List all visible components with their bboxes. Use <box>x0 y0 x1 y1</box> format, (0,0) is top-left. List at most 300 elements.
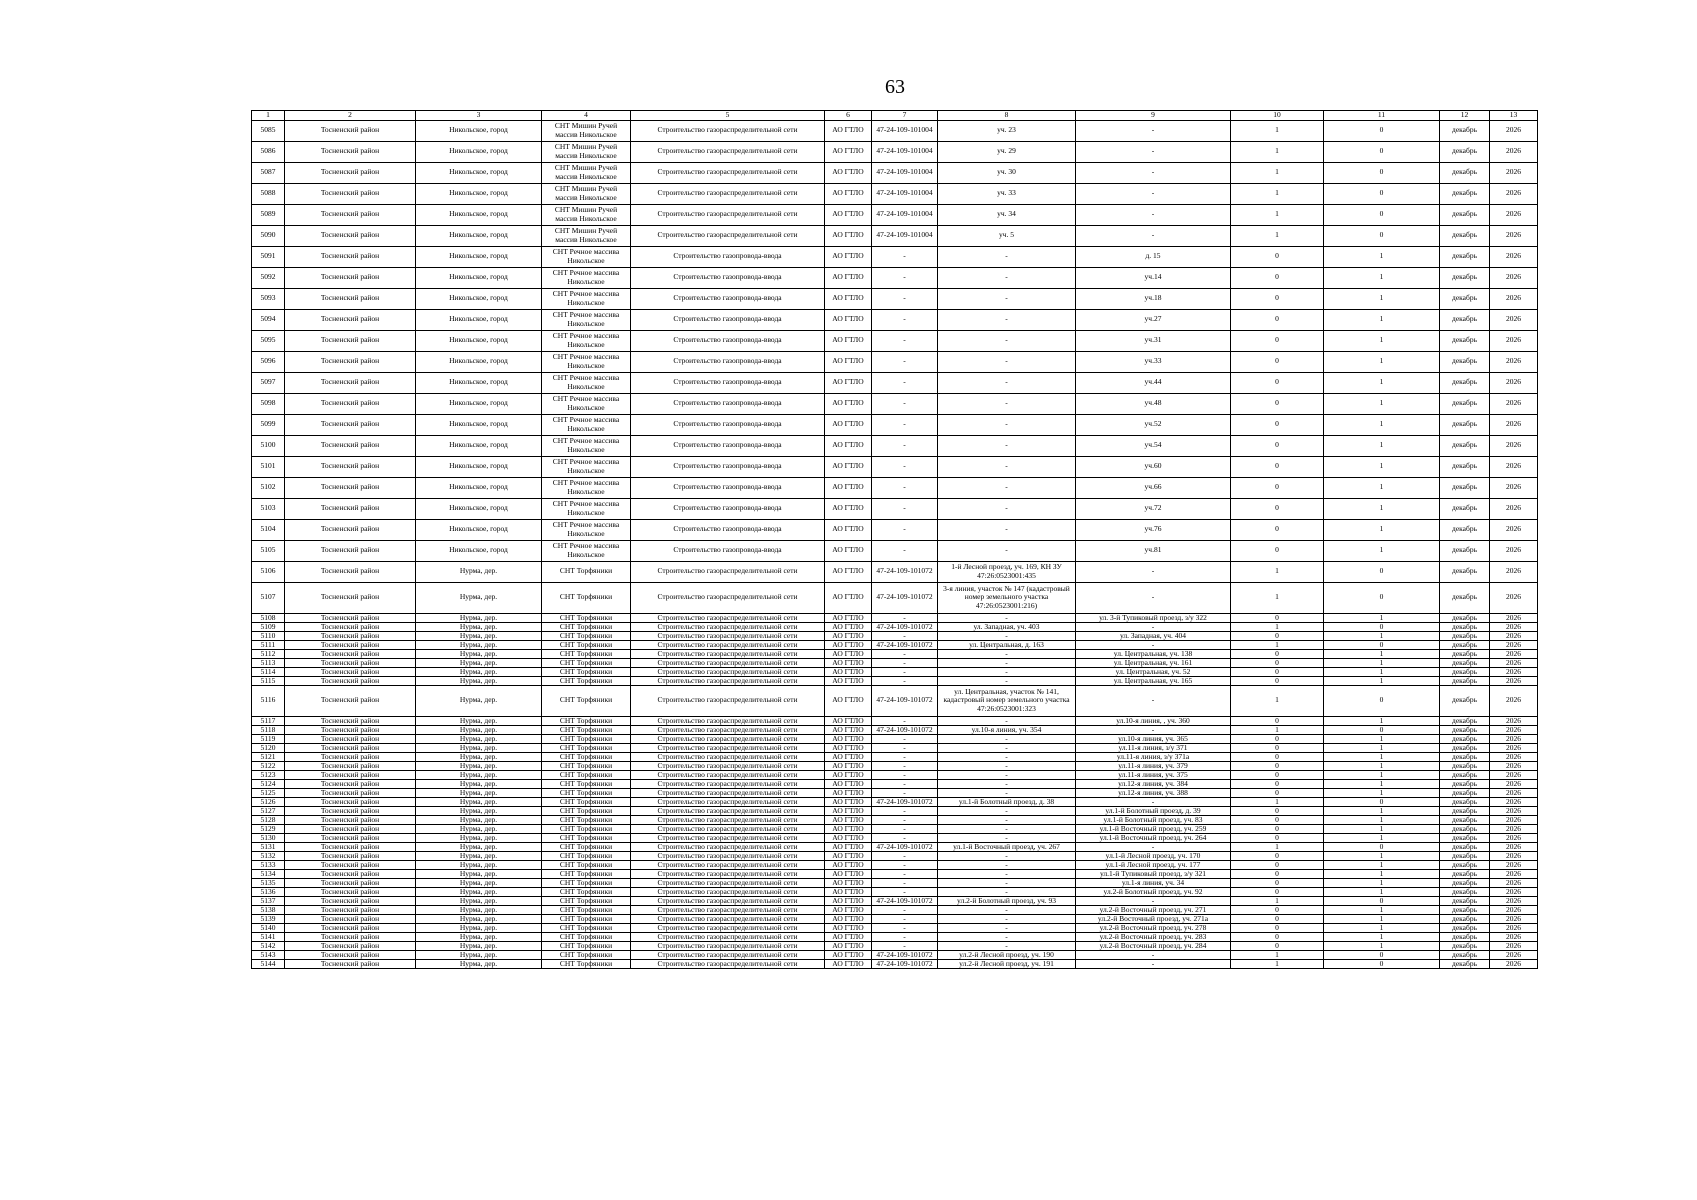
cell-snt: СНТ Речное массива Никольское <box>542 456 631 477</box>
cell-count-a: 1 <box>1231 622 1324 631</box>
cell-work-type: Строительство газораспределительной сети <box>631 833 825 842</box>
cell-company: АО ГТЛО <box>825 120 872 141</box>
cell-work-type: Строительство газопровода-ввода <box>631 519 825 540</box>
cell-snt: СНТ Речное массива Никольское <box>542 351 631 372</box>
cell-month: декабрь <box>1440 640 1490 649</box>
cell-address-a: ул. Центральная, д. 163 <box>938 640 1076 649</box>
cell-company: АО ГТЛО <box>825 734 872 743</box>
cell-address-a: - <box>938 743 1076 752</box>
cell-settlement: Нурма, дер. <box>416 658 542 667</box>
cell-count-b: 1 <box>1324 806 1440 815</box>
cell-address-b: - <box>1076 162 1231 183</box>
cell-count-a: 1 <box>1231 640 1324 649</box>
cell-settlement: Никольское, город <box>416 372 542 393</box>
cell-company: АО ГТЛО <box>825 941 872 950</box>
cell-row-number: 5117 <box>252 716 285 725</box>
cell-work-type: Строительство газораспределительной сети <box>631 887 825 896</box>
cell-code: - <box>872 393 938 414</box>
cell-row-number: 5099 <box>252 414 285 435</box>
cell-settlement: Нурма, дер. <box>416 582 542 613</box>
cell-work-type: Строительство газопровода-ввода <box>631 435 825 456</box>
cell-code: - <box>872 540 938 561</box>
cell-year: 2026 <box>1490 613 1538 622</box>
cell-code: - <box>872 613 938 622</box>
cell-count-b: 0 <box>1324 950 1440 959</box>
cell-work-type: Строительство газораспределительной сети <box>631 770 825 779</box>
cell-year: 2026 <box>1490 860 1538 869</box>
cell-month: декабрь <box>1440 959 1490 968</box>
cell-count-b: 1 <box>1324 869 1440 878</box>
cell-work-type: Строительство газопровода-ввода <box>631 288 825 309</box>
cell-district: Тосненский район <box>285 860 416 869</box>
cell-month: декабрь <box>1440 779 1490 788</box>
cell-count-b: 1 <box>1324 456 1440 477</box>
cell-district: Тосненский район <box>285 477 416 498</box>
cell-company: АО ГТЛО <box>825 833 872 842</box>
cell-code: 47-24-109-101072 <box>872 640 938 649</box>
cell-row-number: 5137 <box>252 896 285 905</box>
cell-code: 47-24-109-101004 <box>872 120 938 141</box>
cell-row-number: 5130 <box>252 833 285 842</box>
cell-row-number: 5142 <box>252 941 285 950</box>
cell-address-b: - <box>1076 725 1231 734</box>
cell-address-a: уч. 30 <box>938 162 1076 183</box>
cell-address-b: уч.14 <box>1076 267 1231 288</box>
cell-district: Тосненский район <box>285 779 416 788</box>
cell-work-type: Строительство газораспределительной сети <box>631 941 825 950</box>
cell-snt: СНТ Речное массива Никольское <box>542 309 631 330</box>
cell-count-a: 0 <box>1231 667 1324 676</box>
cell-work-type: Строительство газопровода-ввода <box>631 393 825 414</box>
table-row <box>252 815 1538 824</box>
cell-work-type: Строительство газораспределительной сети <box>631 162 825 183</box>
cell-work-type: Строительство газораспределительной сети <box>631 923 825 932</box>
cell-address-b: уч.60 <box>1076 456 1231 477</box>
cell-address-b: - <box>1076 183 1231 204</box>
cell-address-b: ул.1-й Восточный проезд, уч. 264 <box>1076 833 1231 842</box>
cell-address-b: ул.1-я линия, уч. 34 <box>1076 878 1231 887</box>
table-row <box>252 725 1538 734</box>
cell-count-b: 1 <box>1324 519 1440 540</box>
cell-row-number: 5131 <box>252 842 285 851</box>
cell-count-b: 1 <box>1324 246 1440 267</box>
cell-code: - <box>872 743 938 752</box>
cell-company: АО ГТЛО <box>825 141 872 162</box>
cell-count-a: 0 <box>1231 330 1324 351</box>
table-row <box>252 162 1538 183</box>
cell-count-a: 1 <box>1231 183 1324 204</box>
cell-code: 47-24-109-101072 <box>872 896 938 905</box>
cell-address-a: - <box>938 923 1076 932</box>
cell-code: - <box>872 734 938 743</box>
cell-year: 2026 <box>1490 519 1538 540</box>
cell-address-a: - <box>938 351 1076 372</box>
cell-work-type: Строительство газораспределительной сети <box>631 676 825 685</box>
cell-count-b: 0 <box>1324 959 1440 968</box>
cell-company: АО ГТЛО <box>825 869 872 878</box>
cell-settlement: Нурма, дер. <box>416 806 542 815</box>
cell-count-a: 1 <box>1231 162 1324 183</box>
table-row <box>252 183 1538 204</box>
cell-row-number: 5138 <box>252 905 285 914</box>
cell-district: Тосненский район <box>285 685 416 716</box>
cell-company: АО ГТЛО <box>825 162 872 183</box>
cell-count-a: 0 <box>1231 456 1324 477</box>
cell-row-number: 5098 <box>252 393 285 414</box>
cell-settlement: Нурма, дер. <box>416 914 542 923</box>
cell-work-type: Строительство газораспределительной сети <box>631 225 825 246</box>
cell-code: - <box>872 309 938 330</box>
cell-company: АО ГТЛО <box>825 649 872 658</box>
cell-company: АО ГТЛО <box>825 761 872 770</box>
cell-address-a: - <box>938 905 1076 914</box>
cell-month: декабрь <box>1440 869 1490 878</box>
cell-work-type: Строительство газораспределительной сети <box>631 649 825 658</box>
cell-code: - <box>872 905 938 914</box>
cell-district: Тосненский район <box>285 959 416 968</box>
cell-address-a: - <box>938 649 1076 658</box>
cell-settlement: Никольское, город <box>416 162 542 183</box>
cell-work-type: Строительство газопровода-ввода <box>631 540 825 561</box>
cell-settlement: Нурма, дер. <box>416 685 542 716</box>
cell-work-type: Строительство газораспределительной сети <box>631 959 825 968</box>
cell-settlement: Никольское, город <box>416 225 542 246</box>
cell-address-a: - <box>938 887 1076 896</box>
cell-company: АО ГТЛО <box>825 896 872 905</box>
cell-address-b: уч.54 <box>1076 435 1231 456</box>
cell-district: Тосненский район <box>285 435 416 456</box>
cell-count-a: 0 <box>1231 869 1324 878</box>
table-row <box>252 540 1538 561</box>
cell-row-number: 5141 <box>252 932 285 941</box>
cell-count-a: 1 <box>1231 725 1324 734</box>
cell-district: Тосненский район <box>285 752 416 761</box>
cell-work-type: Строительство газопровода-ввода <box>631 456 825 477</box>
cell-address-a: - <box>938 498 1076 519</box>
cell-work-type: Строительство газораспределительной сети <box>631 878 825 887</box>
cell-row-number: 5104 <box>252 519 285 540</box>
cell-address-b: уч.66 <box>1076 477 1231 498</box>
table-row <box>252 622 1538 631</box>
cell-month: декабрь <box>1440 761 1490 770</box>
cell-address-b: - <box>1076 950 1231 959</box>
cell-work-type: Строительство газораспределительной сети <box>631 725 825 734</box>
cell-address-b: ул.12-я линия, уч. 388 <box>1076 788 1231 797</box>
cell-address-a: - <box>938 932 1076 941</box>
cell-count-b: 1 <box>1324 667 1440 676</box>
cell-settlement: Нурма, дер. <box>416 716 542 725</box>
cell-company: АО ГТЛО <box>825 561 872 582</box>
table-row <box>252 267 1538 288</box>
cell-year: 2026 <box>1490 743 1538 752</box>
cell-count-b: 1 <box>1324 743 1440 752</box>
cell-snt: СНТ Торфяники <box>542 561 631 582</box>
cell-code: - <box>872 456 938 477</box>
cell-settlement: Нурма, дер. <box>416 851 542 860</box>
cell-address-b: ул.11-я линия, уч. 379 <box>1076 761 1231 770</box>
cell-district: Тосненский район <box>285 716 416 725</box>
table-row <box>252 824 1538 833</box>
cell-address-b: ул. Центральная, уч. 138 <box>1076 649 1231 658</box>
cell-code: - <box>872 435 938 456</box>
cell-address-b: - <box>1076 204 1231 225</box>
cell-address-a: ул.2-й Лесной проезд, уч. 190 <box>938 950 1076 959</box>
cell-address-b: ул.2-й Болотный проезд, уч. 92 <box>1076 887 1231 896</box>
cell-settlement: Нурма, дер. <box>416 878 542 887</box>
table-row <box>252 477 1538 498</box>
cell-snt: СНТ Торфяники <box>542 761 631 770</box>
cell-address-a: ул. Центральная, участок № 141, кадастровый номер земельного участка 47:26:0523001:323 <box>938 685 1076 716</box>
cell-code: 47-24-109-101072 <box>872 797 938 806</box>
cell-code: 47-24-109-101072 <box>872 561 938 582</box>
header-cell: 5 <box>631 111 825 121</box>
cell-company: АО ГТЛО <box>825 788 872 797</box>
cell-district: Тосненский район <box>285 613 416 622</box>
cell-year: 2026 <box>1490 204 1538 225</box>
table-row <box>252 734 1538 743</box>
cell-year: 2026 <box>1490 806 1538 815</box>
cell-count-b: 0 <box>1324 561 1440 582</box>
cell-year: 2026 <box>1490 309 1538 330</box>
cell-snt: СНТ Торфяники <box>542 734 631 743</box>
cell-work-type: Строительство газопровода-ввода <box>631 477 825 498</box>
cell-district: Тосненский район <box>285 914 416 923</box>
cell-count-a: 0 <box>1231 806 1324 815</box>
cell-month: декабрь <box>1440 372 1490 393</box>
cell-address-b: ул. 3-й Тупиковый проезд, з/у 322 <box>1076 613 1231 622</box>
cell-count-a: 1 <box>1231 896 1324 905</box>
cell-count-a: 1 <box>1231 797 1324 806</box>
table-row <box>252 141 1538 162</box>
cell-year: 2026 <box>1490 477 1538 498</box>
cell-settlement: Никольское, город <box>416 498 542 519</box>
page-number: 63 <box>885 76 905 98</box>
cell-month: декабрь <box>1440 734 1490 743</box>
cell-code: 47-24-109-101004 <box>872 162 938 183</box>
cell-settlement: Нурма, дер. <box>416 752 542 761</box>
cell-settlement: Нурма, дер. <box>416 743 542 752</box>
cell-code: - <box>872 519 938 540</box>
cell-settlement: Никольское, город <box>416 204 542 225</box>
cell-company: АО ГТЛО <box>825 806 872 815</box>
table-row <box>252 779 1538 788</box>
cell-count-b: 1 <box>1324 477 1440 498</box>
cell-row-number: 5093 <box>252 288 285 309</box>
cell-address-a: - <box>938 824 1076 833</box>
cell-company: АО ГТЛО <box>825 225 872 246</box>
cell-month: декабрь <box>1440 788 1490 797</box>
cell-work-type: Строительство газораспределительной сети <box>631 752 825 761</box>
cell-snt: СНТ Торфяники <box>542 631 631 640</box>
cell-code: 47-24-109-101072 <box>872 950 938 959</box>
cell-district: Тосненский район <box>285 561 416 582</box>
header-cell: 1 <box>252 111 285 121</box>
cell-count-b: 0 <box>1324 225 1440 246</box>
cell-work-type: Строительство газораспределительной сети <box>631 896 825 905</box>
cell-snt: СНТ Торфяники <box>542 833 631 842</box>
cell-code: 47-24-109-101072 <box>872 622 938 631</box>
cell-district: Тосненский район <box>285 246 416 267</box>
table-row <box>252 887 1538 896</box>
cell-month: декабрь <box>1440 743 1490 752</box>
cell-company: АО ГТЛО <box>825 887 872 896</box>
cell-year: 2026 <box>1490 582 1538 613</box>
cell-count-a: 0 <box>1231 914 1324 923</box>
cell-count-b: 1 <box>1324 351 1440 372</box>
cell-district: Тосненский район <box>285 815 416 824</box>
cell-settlement: Нурма, дер. <box>416 869 542 878</box>
cell-company: АО ГТЛО <box>825 932 872 941</box>
cell-snt: СНТ Торфяники <box>542 779 631 788</box>
cell-count-a: 0 <box>1231 815 1324 824</box>
cell-snt: СНТ Торфяники <box>542 676 631 685</box>
cell-snt: СНТ Торфяники <box>542 887 631 896</box>
cell-district: Тосненский район <box>285 183 416 204</box>
cell-month: декабрь <box>1440 851 1490 860</box>
cell-count-a: 0 <box>1231 414 1324 435</box>
table-row <box>252 640 1538 649</box>
cell-month: декабрь <box>1440 685 1490 716</box>
cell-address-a: - <box>938 734 1076 743</box>
cell-month: декабрь <box>1440 613 1490 622</box>
cell-row-number: 5091 <box>252 246 285 267</box>
cell-year: 2026 <box>1490 393 1538 414</box>
cell-month: декабрь <box>1440 725 1490 734</box>
cell-work-type: Строительство газораспределительной сети <box>631 658 825 667</box>
cell-month: декабрь <box>1440 582 1490 613</box>
cell-code: - <box>872 806 938 815</box>
cell-count-a: 0 <box>1231 851 1324 860</box>
cell-count-a: 0 <box>1231 878 1324 887</box>
cell-row-number: 5127 <box>252 806 285 815</box>
cell-address-a: ул.2-й Лесной проезд, уч. 191 <box>938 959 1076 968</box>
cell-code: - <box>872 667 938 676</box>
cell-address-a: - <box>938 658 1076 667</box>
cell-district: Тосненский район <box>285 770 416 779</box>
cell-count-b: 1 <box>1324 649 1440 658</box>
table-row <box>252 309 1538 330</box>
cell-address-a: - <box>938 878 1076 887</box>
cell-company: АО ГТЛО <box>825 456 872 477</box>
cell-company: АО ГТЛО <box>825 330 872 351</box>
table-row <box>252 288 1538 309</box>
cell-month: декабрь <box>1440 622 1490 631</box>
cell-snt: СНТ Торфяники <box>542 667 631 676</box>
table-row <box>252 950 1538 959</box>
cell-address-b: - <box>1076 685 1231 716</box>
cell-address-b: д. 15 <box>1076 246 1231 267</box>
cell-company: АО ГТЛО <box>825 685 872 716</box>
cell-year: 2026 <box>1490 788 1538 797</box>
cell-district: Тосненский район <box>285 540 416 561</box>
cell-row-number: 5094 <box>252 309 285 330</box>
cell-work-type: Строительство газораспределительной сети <box>631 716 825 725</box>
cell-count-a: 0 <box>1231 309 1324 330</box>
cell-row-number: 5092 <box>252 267 285 288</box>
cell-count-b: 0 <box>1324 842 1440 851</box>
cell-company: АО ГТЛО <box>825 622 872 631</box>
cell-address-a: - <box>938 770 1076 779</box>
cell-district: Тосненский район <box>285 923 416 932</box>
cell-company: АО ГТЛО <box>825 716 872 725</box>
header-cell: 13 <box>1490 111 1538 121</box>
cell-year: 2026 <box>1490 667 1538 676</box>
cell-month: декабрь <box>1440 815 1490 824</box>
cell-company: АО ГТЛО <box>825 372 872 393</box>
cell-address-a: уч. 23 <box>938 120 1076 141</box>
cell-work-type: Строительство газопровода-ввода <box>631 372 825 393</box>
cell-settlement: Никольское, город <box>416 141 542 162</box>
cell-work-type: Строительство газопровода-ввода <box>631 309 825 330</box>
cell-district: Тосненский район <box>285 806 416 815</box>
table-row <box>252 456 1538 477</box>
cell-count-a: 1 <box>1231 842 1324 851</box>
cell-code: 47-24-109-101072 <box>872 582 938 613</box>
table-row <box>252 519 1538 540</box>
cell-company: АО ГТЛО <box>825 309 872 330</box>
cell-year: 2026 <box>1490 288 1538 309</box>
cell-address-b: ул.2-й Восточный проезд, уч. 271а <box>1076 914 1231 923</box>
table-row <box>252 743 1538 752</box>
cell-snt: СНТ Торфяники <box>542 941 631 950</box>
table-row <box>252 435 1538 456</box>
table-row <box>252 667 1538 676</box>
cell-snt: СНТ Торфяники <box>542 878 631 887</box>
cell-settlement: Нурма, дер. <box>416 788 542 797</box>
cell-row-number: 5120 <box>252 743 285 752</box>
header-cell: 9 <box>1076 111 1231 121</box>
cell-year: 2026 <box>1490 923 1538 932</box>
cell-row-number: 5118 <box>252 725 285 734</box>
cell-year: 2026 <box>1490 896 1538 905</box>
cell-work-type: Строительство газораспределительной сети <box>631 860 825 869</box>
cell-code: - <box>872 288 938 309</box>
cell-snt: СНТ Торфяники <box>542 932 631 941</box>
cell-company: АО ГТЛО <box>825 667 872 676</box>
table-row <box>252 923 1538 932</box>
cell-district: Тосненский район <box>285 582 416 613</box>
cell-row-number: 5143 <box>252 950 285 959</box>
cell-row-number: 5116 <box>252 685 285 716</box>
cell-address-b: - <box>1076 842 1231 851</box>
cell-count-a: 0 <box>1231 752 1324 761</box>
cell-row-number: 5090 <box>252 225 285 246</box>
cell-district: Тосненский район <box>285 658 416 667</box>
cell-company: АО ГТЛО <box>825 914 872 923</box>
cell-code: - <box>872 761 938 770</box>
cell-row-number: 5086 <box>252 141 285 162</box>
cell-company: АО ГТЛО <box>825 743 872 752</box>
cell-district: Тосненский район <box>285 309 416 330</box>
cell-count-a: 0 <box>1231 743 1324 752</box>
cell-snt: СНТ Торфяники <box>542 582 631 613</box>
cell-count-b: 1 <box>1324 815 1440 824</box>
table-row <box>252 676 1538 685</box>
cell-district: Тосненский район <box>285 372 416 393</box>
cell-row-number: 5100 <box>252 435 285 456</box>
cell-month: декабрь <box>1440 716 1490 725</box>
cell-code: - <box>872 824 938 833</box>
cell-snt: СНТ Торфяники <box>542 797 631 806</box>
cell-snt: СНТ Торфяники <box>542 613 631 622</box>
cell-snt: СНТ Торфяники <box>542 752 631 761</box>
cell-settlement: Нурма, дер. <box>416 676 542 685</box>
cell-count-b: 1 <box>1324 932 1440 941</box>
cell-settlement: Нурма, дер. <box>416 815 542 824</box>
cell-count-b: 1 <box>1324 498 1440 519</box>
cell-settlement: Нурма, дер. <box>416 667 542 676</box>
cell-snt: СНТ Речное массива Никольское <box>542 414 631 435</box>
